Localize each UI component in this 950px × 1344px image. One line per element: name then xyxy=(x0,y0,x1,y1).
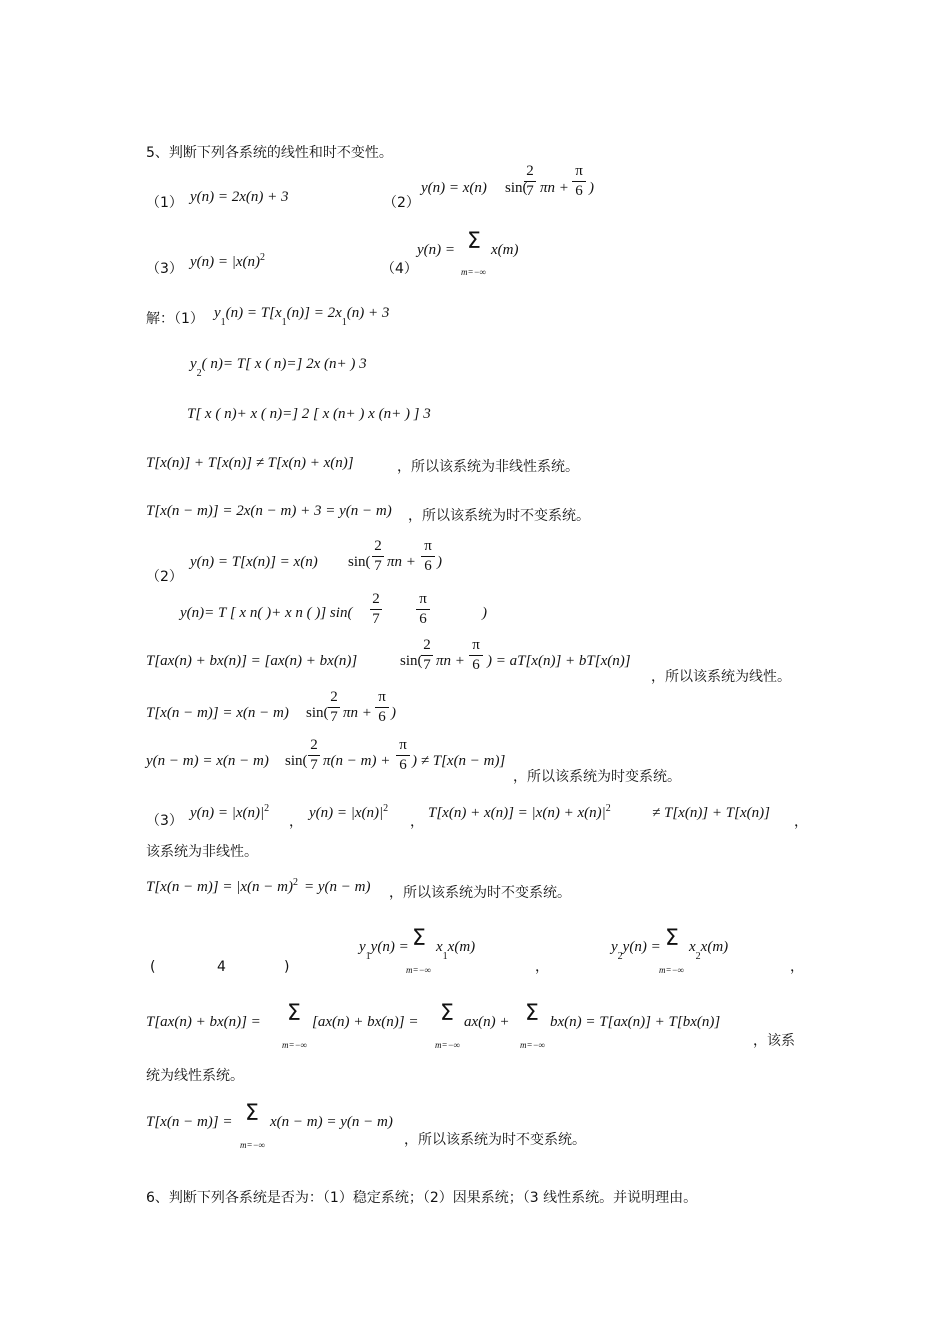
s1-line-5-tail: ，所以该系统为时不变系统。 xyxy=(408,508,590,524)
item-1-expr: y(n) = 2x(n) + 3 xyxy=(190,189,289,205)
s3-line-2: 该系统为非线性。 xyxy=(146,844,258,860)
s4-line-4-tail: ，所以该系统为时不变系统。 xyxy=(404,1132,586,1148)
s2-line-1: y(n) = T[x(n)] = x(n) xyxy=(190,554,318,570)
item-2-expr-d: ) xyxy=(589,180,594,196)
solution-label: 解：（1） xyxy=(146,311,204,327)
s4-line-2b: [ax(n) + bx(n)] = xyxy=(312,1014,419,1030)
item-2-expr-c: πn + xyxy=(540,180,569,196)
s4-paren-left: ( xyxy=(150,959,156,975)
s2-line-4: T[x(n − m)] = x(n − m) xyxy=(146,705,289,721)
s2-line-1-sin: sin( xyxy=(348,554,371,570)
item-2-frac-2-7: $\frac{2}{7}$ xyxy=(524,164,536,199)
s4-line-2c: ax(n) + xyxy=(464,1014,510,1030)
s4-line-2-limit-1: m=−∞ xyxy=(282,1040,308,1050)
s2-line-2: y(n)= T [ x n( )+ x n ( )] sin( xyxy=(180,605,353,621)
s2-line-3-sin: sin( xyxy=(400,653,423,669)
s4-x1: $x_1x(m)$ xyxy=(436,939,476,962)
s2-line-4-c: πn + xyxy=(343,705,372,721)
s2-line-5-sin: sin( xyxy=(285,753,308,769)
s4-y1-limit: m=−∞ xyxy=(406,965,432,975)
s4-y1-sigma: Σ xyxy=(412,926,426,951)
item-4-sigma: Σ xyxy=(467,229,481,254)
s2-frac-2-7: $\frac{2}{7}$ xyxy=(372,539,384,574)
s4-y1: $y_1y(n)$ = xyxy=(359,939,409,962)
item-4-num: （4） xyxy=(381,261,418,277)
s1-line-5: T[x(n − m)] = 2x(n − m) + 3 = y(n − m) xyxy=(146,503,392,519)
s4-line-4-limit: m=−∞ xyxy=(240,1140,266,1150)
item-2-frac-pi-6: $\frac{\pi}{6}$ xyxy=(572,164,586,199)
s4-line-2-limit-3: m=−∞ xyxy=(520,1040,546,1050)
s4-line-3: 统为线性系统。 xyxy=(146,1068,244,1084)
s4-line-4-sigma: Σ xyxy=(245,1101,259,1126)
item-4-limit: m=−∞ xyxy=(461,267,487,277)
s2-line-4-sin: sin( xyxy=(306,705,329,721)
s2-line-1-c: πn + xyxy=(387,554,416,570)
item-2-num: （2） xyxy=(383,195,420,211)
s2-line-4-frac-pi-6: $\frac{\pi}{6}$ xyxy=(375,690,389,725)
s3-line-1a: $y(n) = |x(n)|^2$ xyxy=(190,803,270,821)
s1-line-3: T[ x ( n)+ x ( n)=] 2 [ x (n+ ) x (n+ ) ] 3 xyxy=(187,406,431,422)
s3-line-1d: ≠ T[x(n)] + T[x(n)] xyxy=(652,805,770,821)
item-4-expr-a: y(n) = xyxy=(417,242,456,258)
s2-line-3-frac-pi-6: $\frac{\pi}{6}$ xyxy=(469,638,483,673)
s3-line-1b: $y(n) = |x(n)|^2$ xyxy=(309,803,389,821)
s1-line-4-tail: ，所以该系统为非线性系统。 xyxy=(397,459,579,475)
s1-line-1: $y_1(n) = T[x_1(n)] = 2x_1(n) + 3$ xyxy=(214,305,390,328)
s4-line-4a: T[x(n − m)] = xyxy=(146,1114,233,1130)
s2-line-4-d: ) xyxy=(391,705,396,721)
item-4-expr-b: x(m) xyxy=(491,242,519,258)
s2-line-4-frac-2-7: $\frac{2}{7}$ xyxy=(328,690,340,725)
s1-line-2: $y_2$( n)= T[ x ( n)=] 2x (n+ ) 3 xyxy=(190,356,367,379)
item-2-sin: sin( xyxy=(505,180,528,196)
s2-label: （2） xyxy=(146,569,183,585)
s4-line-2-sigma-1: Σ xyxy=(287,1001,301,1026)
problem-5-title: 5、判断下列各系统的线性和时不变性。 xyxy=(146,145,393,161)
s2-line-2-frac-pi-6: $\frac{\pi}{6}$ xyxy=(416,592,430,627)
s3-line-1c: $T[x(n) + x(n)] = |x(n) + x(n)|^2$ xyxy=(428,803,611,821)
item-3-expr: $y(n) = |x(n)^2$ xyxy=(190,252,266,270)
s4-y2-limit: m=−∞ xyxy=(659,965,685,975)
s2-line-3-frac-2-7: $\frac{2}{7}$ xyxy=(421,638,433,673)
s2-line-5b: π(n − m) + xyxy=(323,753,391,769)
s4-paren-right: ) xyxy=(284,959,290,975)
s4-number: 4 xyxy=(217,959,226,975)
s2-line-3a: T[ax(n) + bx(n)] = [ax(n) + bx(n)] xyxy=(146,653,358,669)
s4-line-2-tail: ，该系 xyxy=(753,1033,795,1049)
s4-line-4b: x(n − m) = y(n − m) xyxy=(270,1114,393,1130)
s1-line-4: T[x(n)] + T[x(n)] ≠ T[x(n) + x(n)] xyxy=(146,455,354,471)
s3-comma-2: ， xyxy=(410,814,424,830)
s4-comma-2: ， xyxy=(790,959,804,975)
s2-line-1-d: ) xyxy=(437,554,442,570)
s2-line-5-tail: ，所以该系统为时变系统。 xyxy=(513,769,681,785)
problem-6-title: 6、判断下列各系统是否为：（1）稳定系统；（2）因果系统；（3 线性系统。并说明理由。 xyxy=(146,1190,698,1206)
s2-line-5a: y(n − m) = x(n − m) xyxy=(146,753,269,769)
s2-line-2-close: ) xyxy=(482,605,487,621)
s2-line-3-c: πn + xyxy=(436,653,465,669)
s2-line-5-frac-2-7: $\frac{2}{7}$ xyxy=(308,738,320,773)
s3-line-3: $T[x(n - m)] = |x(n - m)^2 = y(n - m)$ xyxy=(146,877,371,895)
s4-line-2-sigma-3: Σ xyxy=(525,1001,539,1026)
s2-line-3-tail: ，所以该系统为线性。 xyxy=(651,669,791,685)
s2-line-2-frac-2-7: $\frac{2}{7}$ xyxy=(370,592,382,627)
s3-line-3-tail: ，所以该系统为时不变系统。 xyxy=(389,885,571,901)
s4-y2: $y_2y(n)$ = xyxy=(611,939,661,962)
s2-line-5c: ) ≠ T[x(n − m)] xyxy=(412,753,506,769)
s3-comma-1: ， xyxy=(289,814,303,830)
s4-x2: $x_2x(m)$ xyxy=(689,939,729,962)
item-2-expr-a: y(n) = x(n) xyxy=(421,180,487,196)
s3-label: （3） xyxy=(146,813,183,829)
s4-line-2d: bx(n) = T[ax(n)] + T[bx(n)] xyxy=(550,1014,721,1030)
s2-line-3b: ) = aT[x(n)] + bT[x(n)] xyxy=(487,653,631,669)
item-1-num: （1） xyxy=(146,195,183,211)
item-3-num: （3） xyxy=(146,261,183,277)
s4-line-2-sigma-2: Σ xyxy=(440,1001,454,1026)
s2-line-5-frac-pi-6: $\frac{\pi}{6}$ xyxy=(396,738,410,773)
s2-frac-pi-6: $\frac{\pi}{6}$ xyxy=(421,539,435,574)
s3-comma-3: ， xyxy=(794,814,808,830)
s4-line-2a: T[ax(n) + bx(n)] = xyxy=(146,1014,261,1030)
s4-y2-sigma: Σ xyxy=(665,926,679,951)
s4-comma-1: ， xyxy=(535,959,549,975)
s4-line-2-limit-2: m=−∞ xyxy=(435,1040,461,1050)
